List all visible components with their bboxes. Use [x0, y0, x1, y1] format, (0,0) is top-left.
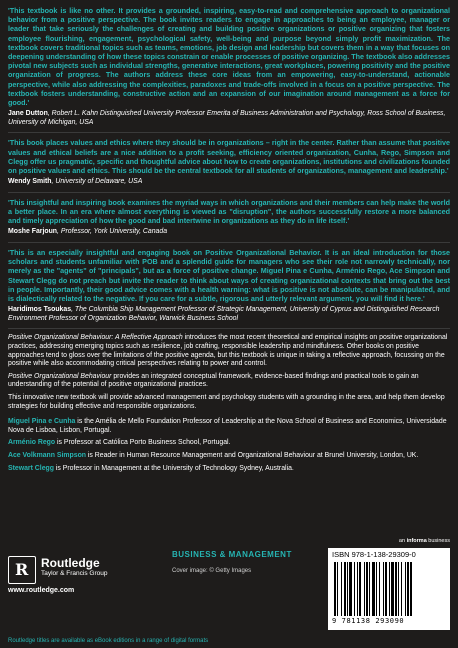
divider — [8, 192, 450, 193]
publisher-subtitle: Taylor & Francis Group — [41, 570, 108, 577]
barcode-bar — [337, 562, 338, 616]
description-paragraph — [8, 334, 450, 368]
reviewer-affiliation: , University of Delaware, USA — [51, 178, 143, 186]
barcode-bar — [349, 562, 352, 616]
barcode — [328, 548, 450, 630]
review-quote: 'This insightful and inspiring book examines the myriad ways in which organizations and their members can help make the world a better place. In an era where almost everything is viewed as "disruption", the authors successfully restore a more balanced and timely appreciation of how the good and bad intertwine in organizations as they do in life itself.' — [8, 197, 450, 226]
book-title: Positive Organizational Behaviour: A Reflective Approach — [8, 334, 183, 342]
publisher-name: Routledge — [41, 556, 100, 570]
description-text: introduces the most recent theoretical and empirical insights on positive organizational practices, addressing emerging topics such as resilience, job crafting, responsible leadership and mindfulness. Other books on positive approaches tend to gloss over the limitations of the positive agenda, but this textbook is unique in taking a reflective approach, focussing on the positive while also accommodating critical perspectives relating to power and control. — [8, 334, 448, 368]
informa-tagline: an informa business — [398, 538, 450, 544]
review-quote: 'This is an especially insightful and engaging book on Positive Organizational Behavior. It is an ideal introduction for those scholars and students unfamiliar with POB and a splendid guide for managers who see their role not narrowly technically, nor merely as the "agents" of "principals", but as a force of positive change. Miguel Pina e Cunha, Arménio Rego, Ace Simpson and Stewart Clegg do not preach but invite the reader to think about ways of creating organizational contexts that bring out the best in people. Importantly, their good advice comes with a health warning: what is positive is not absolute, can be manipulated, and is dialectically related to the negative. If you care for a subtle, rigorous and utterly relevant argument, you will find it here.' — [8, 248, 450, 304]
author-bio — [8, 465, 450, 474]
author-name: Arménio Rego — [8, 439, 56, 447]
footer — [0, 538, 458, 648]
author-bio-text: is Professor in Management at the University of Technology Sydney, Australia. — [53, 464, 294, 472]
barcode-digits: 9 781138 293090 — [332, 617, 405, 625]
barcode-bar — [341, 562, 342, 616]
divider — [8, 242, 450, 243]
author-bio — [8, 452, 450, 461]
description-paragraph — [8, 373, 450, 390]
cover-credit: Cover image: © Getty Images — [172, 568, 252, 574]
author-bio — [8, 418, 450, 435]
divider — [8, 328, 450, 329]
author-name: Miguel Pina e Cunha — [8, 418, 76, 426]
review-attribution — [8, 228, 450, 237]
barcode-bar — [405, 562, 406, 616]
barcode-bar — [376, 562, 377, 616]
reviewer-name: Wendy Smith — [8, 178, 52, 186]
ebook-note: Routledge titles are available as eBook editions in a range of digital formats — [8, 638, 209, 644]
barcode-bar — [410, 562, 412, 616]
book-title: Positive Organizational Behaviour — [8, 372, 112, 380]
reviewer-affiliation: , The Columbia Ship Management Professor of Strategic Management, University of Cyprus and Distinguished Research Environment Professor of Organization Behavior, Warwick Business School — [8, 306, 440, 322]
barcode-bar — [347, 562, 348, 616]
barcode-bar — [398, 562, 399, 616]
barcode-bar — [344, 562, 346, 616]
author-bio-text: is the Amélia de Mello Foundation Professor of Leadership at the Nova School of Business and Economics, Universidade Nova de Lisboa, Lisbon, Portugal. — [8, 418, 447, 434]
barcode-bar — [395, 562, 397, 616]
reviewer-name: Jane Dutton — [8, 110, 48, 118]
barcode-bar — [354, 562, 355, 616]
barcode-bar — [389, 562, 390, 616]
author-name: Stewart Clegg — [8, 464, 54, 472]
barcode-bar — [359, 562, 361, 616]
reviewer-name: Moshe Farjoun — [8, 228, 58, 236]
review-quote: 'This textbook is like no other. It provides a grounded, inspiring, easy-to-read and comprehensive approach to organizational behavior from a positive perspective. The book invites readers to engage in approaches to being an employee, manager or leader that take seriously the challenges of creating and building positive organizations or positive organizing that fosters employee flourishing, engagement, psychological safety, well-being and purpose beyond simply profit maximization. The textbook covers traditional topics such as teams, emotions, job design and leadership but covers them in a way that focuses on deepening understanding of how these topics constrain or enable processes of positive organizing. The textbook also addresses pivotal new subjects such as individual strengths, generative interactions, great workplaces, powering positivity and the positive organization of progress. The authors address these core ideas from an empowering, easy-to-understand, actionable perspective, while also addressing the complexities, paradoxes and trade-offs involved in a focus on a positive perspective. The textbook fosters understanding, constructive action and an expansion of our imagination around management as a force for good.' — [8, 6, 450, 108]
barcode-bar — [364, 562, 365, 616]
review-quote: 'This book places values and ethics where they should be in organizations – right in the center. Rather than assume that positive values and ethical beliefs are a nice addition to a profit seeking, efficiency oriented organization, Cunha, Rego, Simpson and Clegg offer us pragmatic, specific and thoughtful advice about how to create organizations, institutions and civilizations founded on positive values and ethics. This should be the central textbook for all students of organizations, management and leadership.' — [8, 138, 450, 176]
subject-category: BUSINESS & MANAGEMENT — [172, 550, 292, 559]
barcode-bar — [372, 562, 375, 616]
description-text: provides an integrated conceptual framework, evidence-based findings and practical tools to gain an understanding of the potential of positive organizational practices. — [8, 372, 419, 389]
ebook-strip — [0, 636, 458, 648]
author-name: Ace Volkmann Simpson — [8, 451, 86, 459]
review-attribution — [8, 306, 450, 323]
barcode-bar — [401, 562, 402, 616]
back-cover-content — [8, 6, 450, 477]
review-attribution — [8, 110, 450, 127]
barcode-bar — [391, 562, 394, 616]
reviewer-affiliation: , Robert L. Kahn Distinguished University Professor Emerita of Business Administration and Psychology, Ross School of Business, University of Michigan, USA — [8, 110, 446, 126]
author-bio — [8, 439, 450, 448]
barcode-icon — [332, 562, 446, 616]
barcode-bar — [357, 562, 358, 616]
description-paragraph: This innovative new textbook will provide advanced management and psychology students with a grounding in the area, and help them develop strategies for building effective and responsible organizations. — [8, 394, 445, 410]
reviewer-affiliation: , Professor, York University, Canada — [57, 228, 168, 236]
barcode-bar — [407, 562, 409, 616]
reviewer-name: Haridimos Tsoukas — [8, 306, 72, 314]
barcode-bar — [366, 562, 368, 616]
barcode-bar — [334, 562, 336, 616]
author-bio-text: is Professor at Católica Porto Business School, Portugal. — [55, 439, 231, 447]
author-bio-text: is Reader in Human Resource Management and Organizational Behaviour at Brunel University, London, UK. — [85, 451, 419, 459]
barcode-bar — [369, 562, 370, 616]
review-attribution — [8, 178, 450, 187]
publisher-website[interactable]: www.routledge.com — [8, 587, 75, 594]
routledge-logo-icon: R — [8, 556, 36, 584]
barcode-bar — [385, 562, 387, 616]
barcode-bar — [383, 562, 384, 616]
divider — [8, 132, 450, 133]
barcode-bar — [379, 562, 380, 616]
isbn: ISBN 978-1-138-29309-0 — [332, 550, 416, 559]
